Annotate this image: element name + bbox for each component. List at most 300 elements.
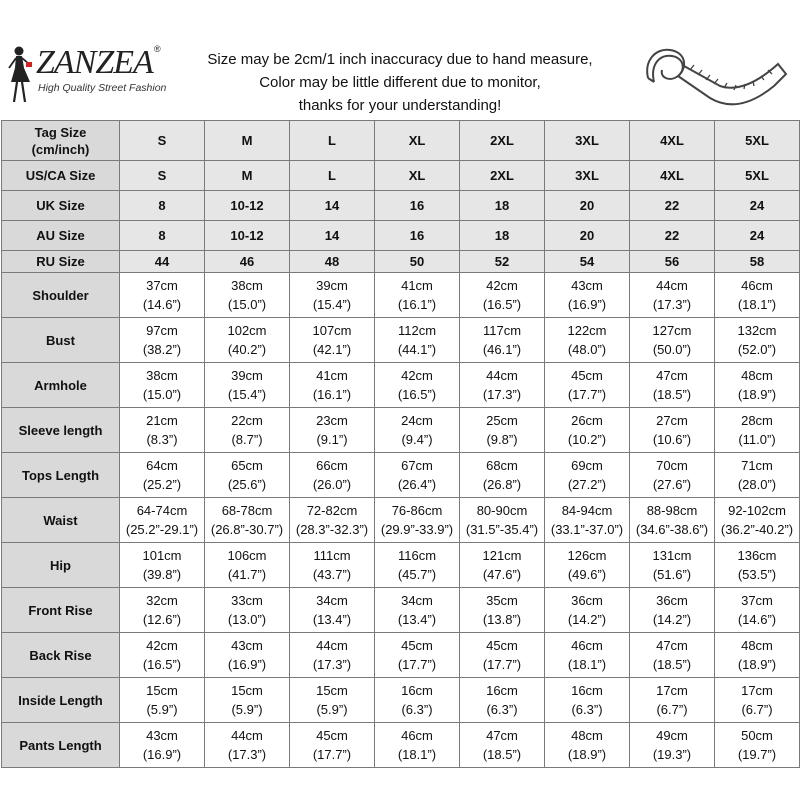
measurement-cell [460, 453, 545, 498]
inch-value: (17.7”) [312, 747, 352, 762]
cm-value: 24cm [401, 413, 433, 428]
inch-value: (26.8”) [482, 477, 522, 492]
measurement-cell [460, 498, 545, 543]
inch-value: (16.9”) [567, 297, 607, 312]
cm-value: 64cm [146, 458, 178, 473]
cm-value: 16cm [486, 683, 518, 698]
size-cell: M [205, 121, 290, 161]
inch-value: (25.2”-29.1”) [125, 522, 199, 537]
measurement-cell [545, 543, 630, 588]
cm-value: 43cm [146, 728, 178, 743]
measurement-cell [290, 678, 375, 723]
row-label: Front Rise [2, 588, 120, 633]
cm-value: 36cm [571, 593, 603, 608]
cm-value: 116cm [397, 548, 437, 563]
cm-value: 16cm [571, 683, 603, 698]
measurement-cell [120, 498, 205, 543]
measurement-cell [630, 498, 715, 543]
measurement-row [2, 363, 800, 408]
inch-value: (5.9”) [316, 702, 348, 717]
cm-value: 38cm [231, 278, 263, 293]
inch-value: (19.3”) [652, 747, 692, 762]
measurement-cell [205, 543, 290, 588]
measurement-cell [290, 723, 375, 768]
inch-value: (42.1”) [312, 342, 352, 357]
inch-value: (14.6”) [142, 297, 182, 312]
measurement-cell [715, 588, 800, 633]
measurement-cell [205, 498, 290, 543]
size-row [2, 121, 800, 161]
notice-line: thanks for your understanding! [298, 97, 502, 114]
size-cell: 16 [375, 191, 460, 221]
measurement-row [2, 543, 800, 588]
measurement-row [2, 318, 800, 363]
inch-value: (18.5”) [652, 387, 692, 402]
inch-value: (10.2”) [567, 432, 607, 447]
measurement-cell [120, 363, 205, 408]
size-cell: 5XL [715, 121, 800, 161]
cm-value: 37cm [741, 593, 773, 608]
cm-value: 26cm [571, 413, 603, 428]
cm-value: 80-90cm [476, 503, 528, 518]
size-cell: 50 [375, 251, 460, 273]
inch-value: (46.1”) [482, 342, 522, 357]
measurement-cell [375, 408, 460, 453]
cm-value: 131cm [652, 548, 692, 563]
measurement-cell [630, 543, 715, 588]
cm-value: 15cm [231, 683, 263, 698]
registered-mark: ® [154, 44, 161, 54]
inch-value: (16.5”) [397, 387, 437, 402]
inch-value: (49.6”) [567, 567, 607, 582]
measurement-cell [545, 408, 630, 453]
row-label: US/CA Size [2, 161, 120, 191]
size-cell: 24 [715, 191, 800, 221]
inch-value: (28.3”-32.3”) [295, 522, 369, 537]
size-cell: S [120, 161, 205, 191]
cm-value: 46cm [571, 638, 603, 653]
inch-value: (17.7”) [482, 657, 522, 672]
inch-value: (51.6”) [652, 567, 692, 582]
cm-value: 36cm [656, 593, 688, 608]
cm-value: 46cm [401, 728, 433, 743]
measurement-cell [205, 408, 290, 453]
measurement-cell [715, 543, 800, 588]
measurement-cell [630, 723, 715, 768]
measurement-cell [375, 543, 460, 588]
inch-value: (15.0”) [227, 297, 267, 312]
size-cell: 5XL [715, 161, 800, 191]
measurement-cell [630, 678, 715, 723]
inch-value: (18.5”) [482, 747, 522, 762]
inch-value: (44.1”) [397, 342, 437, 357]
measurement-cell [120, 723, 205, 768]
measurement-cell [460, 723, 545, 768]
size-cell: 14 [290, 221, 375, 251]
cm-value: 16cm [401, 683, 433, 698]
cm-value: 15cm [316, 683, 348, 698]
inch-value: (18.9”) [567, 747, 607, 762]
measurement-cell [460, 678, 545, 723]
size-cell: 8 [120, 191, 205, 221]
size-cell: 2XL [460, 121, 545, 161]
inch-value: (8.7”) [231, 432, 263, 447]
measurement-cell [120, 588, 205, 633]
measuring-tape-icon [640, 34, 790, 118]
inch-value: (16.1”) [312, 387, 352, 402]
cm-value: 42cm [146, 638, 178, 653]
measurement-cell [545, 453, 630, 498]
measurement-cell [545, 723, 630, 768]
measurement-cell [545, 633, 630, 678]
cm-value: 34cm [316, 593, 348, 608]
size-cell: 54 [545, 251, 630, 273]
measurement-cell [630, 363, 715, 408]
inch-value: (17.3”) [227, 747, 267, 762]
size-cell: 52 [460, 251, 545, 273]
measurement-cell [375, 633, 460, 678]
measurement-row [2, 453, 800, 498]
cm-value: 117cm [482, 323, 522, 338]
measurement-cell [460, 408, 545, 453]
measurement-cell [120, 678, 205, 723]
measurement-cell [460, 543, 545, 588]
cm-value: 21cm [146, 413, 178, 428]
size-row [2, 221, 800, 251]
size-cell: 8 [120, 221, 205, 251]
measurement-cell [630, 318, 715, 363]
measurement-cell [120, 633, 205, 678]
measurement-cell [715, 723, 800, 768]
row-label: Tops Length [2, 453, 120, 498]
size-cell: 14 [290, 191, 375, 221]
notice-line: Color may be little different due to monitor, [259, 74, 541, 91]
measurement-cell [460, 273, 545, 318]
cm-value: 47cm [656, 368, 688, 383]
measurement-cell [715, 408, 800, 453]
size-cell: 10-12 [205, 221, 290, 251]
measurement-row [2, 723, 800, 768]
row-label: Waist [2, 498, 120, 543]
cm-value: 45cm [571, 368, 603, 383]
inch-value: (18.9”) [737, 657, 777, 672]
row-label: Hip [2, 543, 120, 588]
inch-value: (18.1”) [567, 657, 607, 672]
cm-value: 70cm [656, 458, 688, 473]
inch-value: (45.7”) [397, 567, 437, 582]
measurement-row [2, 588, 800, 633]
fashion-figure-icon [6, 42, 34, 106]
inch-value: (9.4”) [401, 432, 433, 447]
inch-value: (6.7”) [741, 702, 773, 717]
cm-value: 27cm [656, 413, 688, 428]
size-cell: 56 [630, 251, 715, 273]
size-cell: 20 [545, 191, 630, 221]
measurement-cell [630, 273, 715, 318]
inch-value: (28.0”) [737, 477, 777, 492]
inch-value: (6.3”) [486, 702, 518, 717]
cm-value: 127cm [652, 323, 692, 338]
measurement-cell [375, 453, 460, 498]
cm-value: 45cm [316, 728, 348, 743]
size-cell: S [120, 121, 205, 161]
cm-value: 48cm [571, 728, 603, 743]
cm-value: 43cm [231, 638, 263, 653]
inch-value: (11.0”) [738, 432, 776, 447]
cm-value: 22cm [231, 413, 263, 428]
measurement-cell [290, 273, 375, 318]
measurement-cell [460, 318, 545, 363]
cm-value: 41cm [401, 278, 433, 293]
inch-value: (26.4”) [397, 477, 437, 492]
cm-value: 44cm [656, 278, 688, 293]
size-cell: M [205, 161, 290, 191]
inch-value: (6.3”) [571, 702, 603, 717]
inch-value: (9.1”) [316, 432, 348, 447]
cm-value: 64-74cm [136, 503, 188, 518]
inch-value: (16.5”) [482, 297, 522, 312]
cm-value: 44cm [231, 728, 263, 743]
cm-value: 71cm [741, 458, 773, 473]
measurement-cell [120, 543, 205, 588]
size-cell: 22 [630, 191, 715, 221]
measurement-cell [545, 318, 630, 363]
inch-value: (8.3”) [146, 432, 178, 447]
inch-value: (10.6”) [652, 432, 692, 447]
measurement-cell [715, 318, 800, 363]
measurement-cell [290, 408, 375, 453]
cm-value: 39cm [231, 368, 263, 383]
cm-value: 23cm [316, 413, 348, 428]
size-cell: 24 [715, 221, 800, 251]
cm-value: 122cm [567, 323, 607, 338]
size-cell: 48 [290, 251, 375, 273]
size-cell: 18 [460, 191, 545, 221]
row-label: Inside Length [2, 678, 120, 723]
cm-value: 112cm [397, 323, 437, 338]
inch-value: (27.6”) [652, 477, 692, 492]
cm-value: 32cm [146, 593, 178, 608]
inch-value: (26.8”-30.7”) [210, 522, 284, 537]
size-cell: 10-12 [205, 191, 290, 221]
measurement-cell [375, 678, 460, 723]
inch-value: (53.5”) [737, 567, 777, 582]
measurement-cell [630, 408, 715, 453]
cm-value: 111cm [313, 548, 351, 563]
inch-value: (17.3”) [482, 387, 522, 402]
measurement-cell [205, 363, 290, 408]
cm-value: 97cm [146, 323, 178, 338]
cm-value: 15cm [146, 683, 178, 698]
brand-tagline: High Quality Street Fashion [38, 82, 167, 94]
inch-value: (19.7”) [737, 747, 777, 762]
measurement-cell [205, 633, 290, 678]
cm-value: 39cm [316, 278, 348, 293]
row-label: Tag Size (cm/inch) [2, 121, 120, 161]
measurement-cell [290, 318, 375, 363]
inch-value: (13.4”) [397, 612, 437, 627]
measurement-cell [630, 633, 715, 678]
measurement-cell [545, 363, 630, 408]
size-row [2, 251, 800, 273]
size-cell: 16 [375, 221, 460, 251]
size-cell: 4XL [630, 121, 715, 161]
brand-name: ZANZEA [36, 44, 153, 81]
size-cell: 44 [120, 251, 205, 273]
inch-value: (36.2”-40.2”) [720, 522, 794, 537]
size-cell: 46 [205, 251, 290, 273]
measurement-cell [460, 633, 545, 678]
inch-value: (13.0”) [227, 612, 267, 627]
inch-value: (15.0”) [142, 387, 182, 402]
inch-value: (38.2”) [142, 342, 182, 357]
size-cell: 3XL [545, 121, 630, 161]
measurement-cell [715, 678, 800, 723]
measurement-cell [205, 318, 290, 363]
cm-value: 101cm [142, 548, 182, 563]
size-cell: L [290, 161, 375, 191]
row-label: Sleeve length [2, 408, 120, 453]
cm-value: 84-94cm [561, 503, 613, 518]
inch-value: (25.6”) [227, 477, 267, 492]
size-cell: 58 [715, 251, 800, 273]
inch-value: (15.4”) [312, 297, 352, 312]
size-cell: 3XL [545, 161, 630, 191]
inch-value: (50.0”) [652, 342, 692, 357]
size-cell: 4XL [630, 161, 715, 191]
measurement-cell [120, 318, 205, 363]
measurement-cell [375, 318, 460, 363]
inch-value: (5.9”) [146, 702, 178, 717]
cm-value: 25cm [486, 413, 518, 428]
measurement-cell [205, 723, 290, 768]
measurement-cell [375, 498, 460, 543]
measurement-cell [290, 543, 375, 588]
cm-value: 107cm [312, 323, 352, 338]
inch-value: (18.1”) [737, 297, 777, 312]
cm-value: 34cm [401, 593, 433, 608]
inch-value: (33.1”-37.0”) [550, 522, 624, 537]
inch-value: (18.1”) [397, 747, 437, 762]
inch-value: (16.9”) [142, 747, 182, 762]
cm-value: 49cm [656, 728, 688, 743]
size-cell: XL [375, 121, 460, 161]
measurement-cell [545, 273, 630, 318]
measurement-cell [715, 273, 800, 318]
row-label: Back Rise [2, 633, 120, 678]
cm-value: 38cm [146, 368, 178, 383]
size-cell: 2XL [460, 161, 545, 191]
inch-value: (16.9”) [227, 657, 267, 672]
row-label: UK Size [2, 191, 120, 221]
measurement-cell [630, 453, 715, 498]
cm-value: 68cm [486, 458, 518, 473]
cm-value: 48cm [741, 368, 773, 383]
measurement-cell [715, 453, 800, 498]
measurement-cell [205, 678, 290, 723]
cm-value: 28cm [741, 413, 773, 428]
cm-value: 132cm [737, 323, 777, 338]
inch-value: (43.7”) [312, 567, 352, 582]
inch-value: (48.0”) [567, 342, 607, 357]
measurement-cell [205, 273, 290, 318]
inch-value: (14.6”) [737, 612, 777, 627]
cm-value: 102cm [227, 323, 267, 338]
inch-value: (17.7”) [397, 657, 437, 672]
measurement-row [2, 678, 800, 723]
size-cell: 18 [460, 221, 545, 251]
cm-value: 42cm [486, 278, 518, 293]
inch-value: (31.5”-35.4”) [465, 522, 539, 537]
inch-value: (26.0”) [312, 477, 352, 492]
cm-value: 69cm [571, 458, 603, 473]
size-chart-table [1, 120, 800, 768]
size-cell: 20 [545, 221, 630, 251]
measurement-cell [290, 363, 375, 408]
inch-value: (6.3”) [401, 702, 433, 717]
measurement-cell [460, 588, 545, 633]
size-cell: XL [375, 161, 460, 191]
measurement-cell [375, 363, 460, 408]
measurement-cell [375, 273, 460, 318]
measurement-cell [290, 453, 375, 498]
inch-value: (17.3”) [652, 297, 692, 312]
inch-value: (47.6”) [482, 567, 522, 582]
measurement-cell [120, 408, 205, 453]
cm-value: 33cm [231, 593, 263, 608]
cm-value: 76-86cm [391, 503, 443, 518]
cm-value: 35cm [486, 593, 518, 608]
cm-value: 68-78cm [221, 503, 273, 518]
inch-value: (40.2”) [227, 342, 267, 357]
measurement-cell [290, 588, 375, 633]
cm-value: 45cm [401, 638, 433, 653]
inch-value: (9.8”) [486, 432, 518, 447]
cm-value: 43cm [571, 278, 603, 293]
inch-value: (17.7”) [567, 387, 607, 402]
inch-value: (16.5”) [142, 657, 182, 672]
measurement-cell [375, 588, 460, 633]
measurement-cell [545, 588, 630, 633]
measurement-cell [715, 633, 800, 678]
cm-value: 47cm [486, 728, 518, 743]
measurement-cell [545, 678, 630, 723]
measurement-notice [195, 48, 605, 117]
inch-value: (25.2”) [142, 477, 182, 492]
inch-value: (14.2”) [567, 612, 607, 627]
cm-value: 126cm [567, 548, 607, 563]
cm-value: 41cm [316, 368, 348, 383]
cm-value: 45cm [486, 638, 518, 653]
row-label: Shoulder [2, 273, 120, 318]
cm-value: 65cm [231, 458, 263, 473]
size-row [2, 191, 800, 221]
cm-value: 44cm [316, 638, 348, 653]
size-cell: L [290, 121, 375, 161]
measurement-row [2, 498, 800, 543]
inch-value: (41.7”) [227, 567, 267, 582]
inch-value: (13.4”) [312, 612, 352, 627]
row-label: Armhole [2, 363, 120, 408]
inch-value: (16.1”) [397, 297, 437, 312]
inch-value: (15.4”) [227, 387, 267, 402]
cm-value: 17cm [656, 683, 688, 698]
size-cell: 22 [630, 221, 715, 251]
row-label: RU Size [2, 251, 120, 273]
cm-value: 66cm [316, 458, 348, 473]
inch-value: (5.9”) [231, 702, 263, 717]
inch-value: (52.0”) [737, 342, 777, 357]
